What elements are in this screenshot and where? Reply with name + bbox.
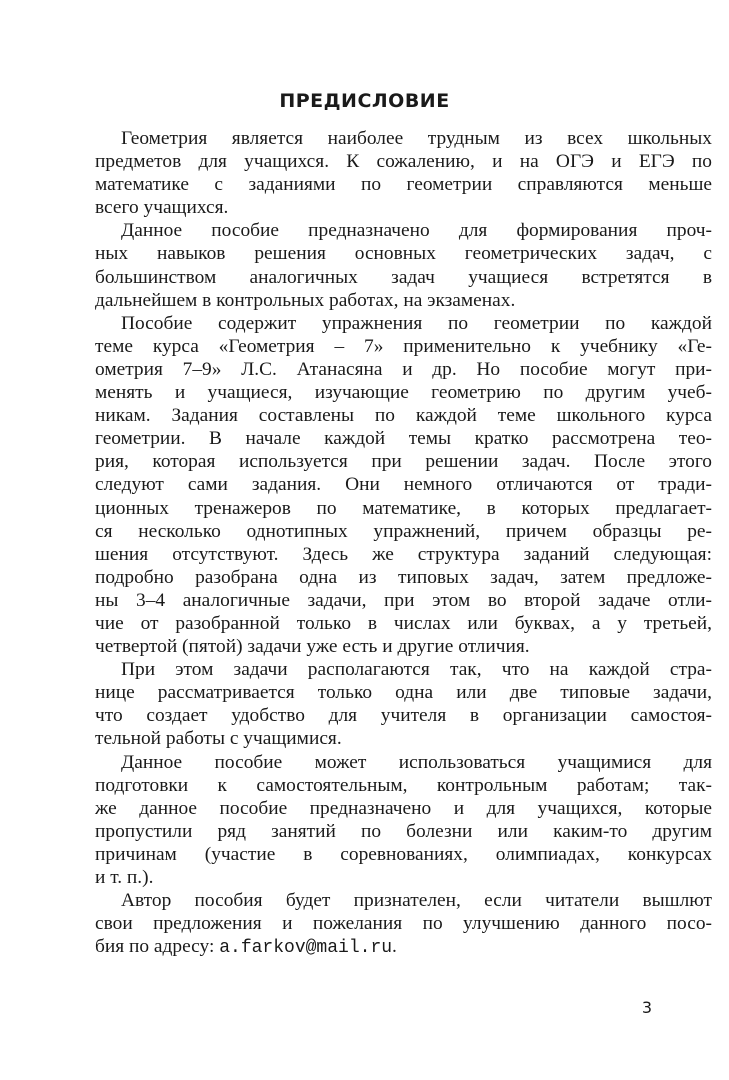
text-line: теме курса «Геометрия – 7» применительно к учебнику «Ге- <box>95 335 712 357</box>
page-title: ПРЕДИСЛОВИЕ <box>279 90 450 112</box>
paragraph-2 <box>95 219 712 311</box>
text-line: и т. п.). <box>95 867 154 888</box>
text-line: ных навыков решения основных геометрических задач, с <box>95 243 712 265</box>
text-line: четвертой (пятой) задачи уже есть и другие отличия. <box>95 636 530 658</box>
paragraph-5 <box>95 751 712 890</box>
paragraph-6 <box>95 889 712 958</box>
text-line: нице рассматривается только одна или две типовые задачи, <box>95 682 712 704</box>
text-line: геометрии. В начале каждой темы кратко рассмотрена тео- <box>95 428 712 450</box>
text-line: ны 3–4 аналогичные задачи, при этом во второй задаче отли- <box>95 589 712 611</box>
text-line: Данное пособие может использоваться учащимися для <box>121 751 712 773</box>
text-line-with-email <box>95 935 712 958</box>
text-line: всего учащихся. <box>95 197 229 219</box>
text-line: чие от разобранной только в числах или буквах, а у третьей, <box>95 612 712 634</box>
body-text <box>95 127 712 958</box>
text-line: При этом задачи располагаются так, что на каждой стра- <box>121 659 712 681</box>
text-fragment: бия по адресу: <box>95 936 220 958</box>
text-line: Геометрия является наиболее трудным из всех школьных <box>121 128 712 149</box>
text-line: причинам (участие в соревнованиях, олимпиадах, конкурсах <box>95 843 712 865</box>
text-line: менять и учащиеся, изучающие геометрию по другим учеб- <box>95 382 712 404</box>
text-line: ометрия 7–9» Л.С. Атанасяна и др. Но пособие могут при- <box>95 358 712 380</box>
paragraph-4 <box>95 658 712 750</box>
text-fragment: . <box>392 936 397 958</box>
text-line: шения отсутствуют. Здесь же структура заданий следующая: <box>95 543 712 565</box>
paragraph-1 <box>95 127 712 219</box>
text-line: тельной работы с учащимися. <box>95 728 342 750</box>
text-line: свои предложения и пожелания по улучшению данного посо- <box>95 913 712 935</box>
text-line: Данное пособие предназначено для формирования проч- <box>121 220 712 242</box>
text-line: ционных тренажеров по математике, в которых предлагает- <box>95 497 712 519</box>
text-line: Автор пособия будет признателен, если читатели вышлют <box>121 890 712 912</box>
text-line: подготовки к самостоятельным, контрольным работам; так- <box>95 774 712 796</box>
text-line: ся несколько однотипных упражнений, причем образцы ре- <box>95 520 712 542</box>
text-line: большинством аналогичных задач учащиеся встретятся в <box>95 266 712 288</box>
page-number: 3 <box>641 998 652 1017</box>
text-line: математике с заданиями по геометрии справляются меньше <box>95 174 712 196</box>
text-line: что создает удобство для учителя в организации самостоя- <box>95 705 712 727</box>
text-line: подробно разобрана одна из типовых задач, затем предложе- <box>95 566 712 588</box>
text-line: рия, которая используется при решении задач. После этого <box>95 451 712 473</box>
text-line: предметов для учащихся. К сожалению, и на ОГЭ и ЕГЭ по <box>95 151 712 173</box>
text-line: пропустили ряд занятий по болезни или каким-то другим <box>95 820 712 842</box>
email-address: a.farkov@mail.ru <box>219 938 393 959</box>
text-line: следуют сами задания. Они немного отличаются от тради- <box>95 474 712 496</box>
text-line: никам. Задания составлены по каждой теме школьного курса <box>95 405 712 427</box>
paragraph-3 <box>95 312 712 658</box>
text-line: же данное пособие предназначено и для учащихся, которые <box>95 797 712 819</box>
text-line: Пособие содержит упражнения по геометрии по каждой <box>121 312 712 334</box>
text-line: дальнейшем в контрольных работах, на экзаменах. <box>95 289 516 311</box>
